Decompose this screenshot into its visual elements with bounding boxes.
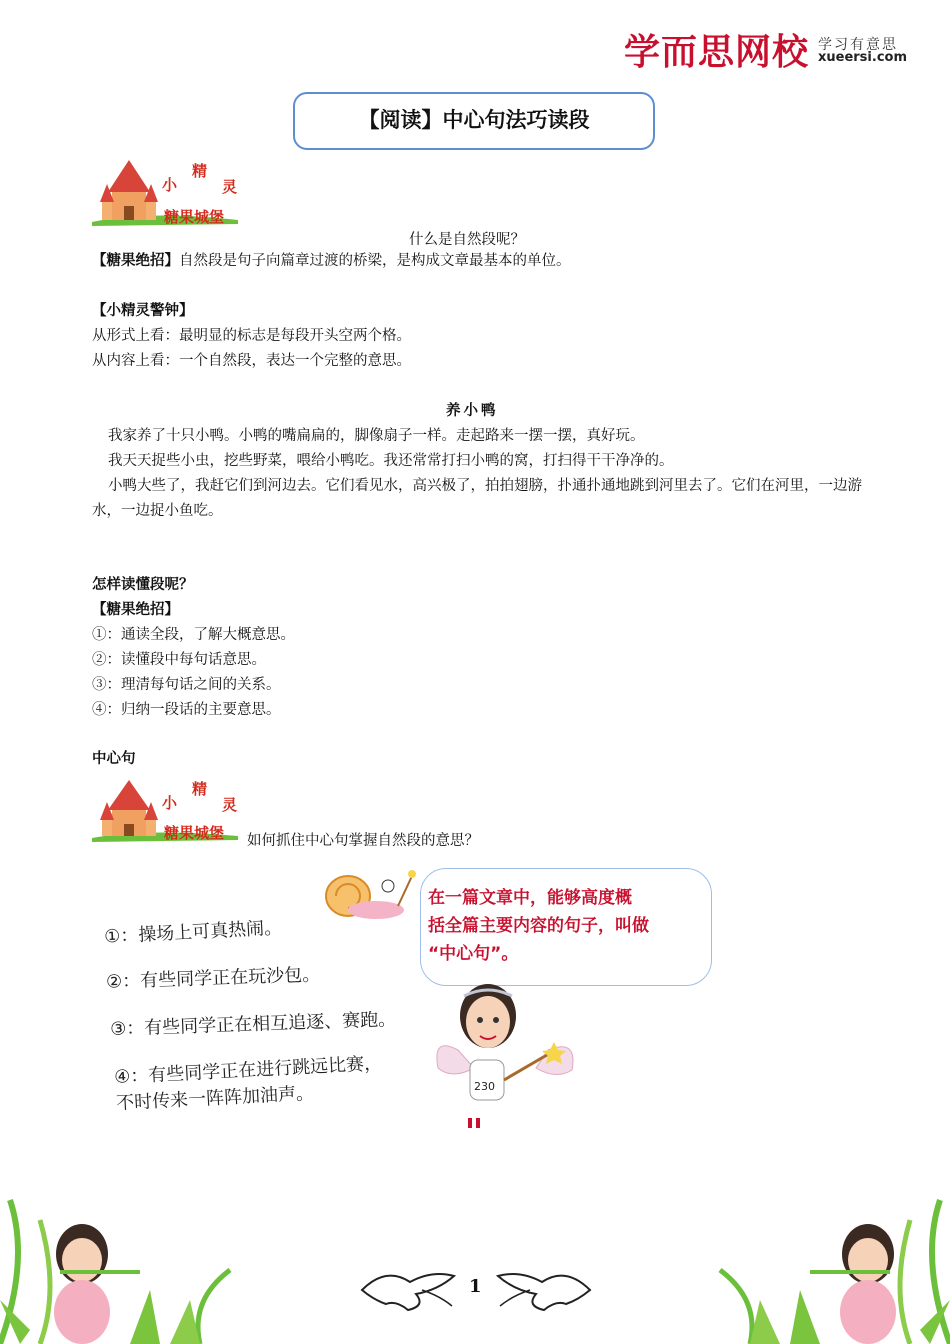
fairy-girl-illustration — [428, 976, 584, 1132]
sprite-castle-label: 糖果城堡 — [164, 824, 225, 842]
warning-form: 从形式上看：最明显的标志是每段开头空两个格。 — [92, 328, 411, 344]
step-item: ③：理清每句话之间的关系。 — [92, 677, 281, 693]
snail-icon — [314, 866, 420, 930]
warning-content: 从内容上看：一个自然段，表达一个完整的意思。 — [92, 353, 411, 369]
section2-tip-label: 【糖果绝招】 — [92, 602, 179, 618]
definition-line: 在一篇文章中，能够高度概 — [428, 888, 632, 908]
sprite-char-ling: 灵 — [222, 178, 238, 196]
left-flower-decoration — [0, 1180, 260, 1344]
story-paragraph-3: 小鸭大些了，我赶它们到河边去。它们看见水，高兴极了，拍拍翅膀，扑通扑通地跳到河里去了。它们在河里，一边游水，一边捉小鱼吃。 — [92, 478, 862, 519]
tip-text: 自然段是句子向篇章过渡的桥梁，是构成文章最基本的单位。 — [179, 253, 571, 269]
step-item: ④：归纳一段话的主要意思。 — [92, 702, 281, 718]
definition-line: “中心句”。 — [428, 944, 519, 964]
step-item: ②：读懂段中每句话意思。 — [92, 652, 266, 668]
question-paragraph: 什么是自然段呢？ — [409, 232, 525, 248]
brand-slogan: 学习有意思 — [818, 37, 898, 53]
section3-question: 如何抓住中心句掌握自然段的意思？ — [247, 833, 479, 849]
shirt-number: 230 — [474, 1080, 495, 1093]
definition-line: 括全篇主要内容的句子，叫做 — [428, 916, 649, 936]
left-dove-icon — [356, 1260, 460, 1316]
story-title: 养小鸭 — [446, 403, 499, 419]
story-paragraph-2: 我天天捉些小虫，挖些野菜，喂给小鸭吃。我还常常打扫小鸭的窝，打扫得干干净净的。 — [108, 453, 674, 469]
figure-sentence-1: ①：操场上可真热闹。 — [103, 917, 283, 948]
sprite-char-small: 小 — [162, 176, 178, 194]
figure-sentence-4-cont: 不时传来一阵阵加油声。 — [115, 1082, 315, 1115]
figure-sentence-4: ④：有些同学正在进行跳远比赛， — [113, 1052, 383, 1089]
definition-bubble-text — [428, 884, 708, 968]
sprite-castle-label: 糖果城堡 — [164, 208, 225, 226]
sprite-char-small: 小 — [162, 794, 178, 812]
sprite-char-spirit: 精 — [192, 162, 208, 180]
tip-label: 【糖果绝招】 — [92, 253, 179, 269]
page-title: 【阅读】中心句法巧读段 — [358, 108, 590, 132]
section2-question: 怎样读懂段呢？ — [92, 577, 194, 593]
figure-sentence-3: ③：有些同学正在相互追逐、赛跑。 — [109, 1009, 397, 1040]
right-dove-icon — [492, 1260, 596, 1316]
candy-castle-badge — [88, 156, 248, 230]
brand-domain: xueersi.com — [818, 50, 908, 65]
sprite-char-spirit: 精 — [192, 780, 208, 798]
sprite-char-ling: 灵 — [222, 796, 238, 814]
brand-logo: 学而思网校 — [624, 32, 810, 73]
story-paragraph-1: 我家养了十只小鸭。小鸭的嘴扁扁的，脚像扇子一样。走起路来一摆一摆，真好玩。 — [108, 428, 645, 444]
right-flower-decoration — [690, 1180, 950, 1344]
warning-label: 【小精灵警钟】 — [92, 303, 194, 319]
step-item: ①：通读全段，了解大概意思。 — [92, 627, 295, 643]
figure-sentence-2: ②：有些同学正在玩沙包。 — [105, 964, 321, 993]
section3-heading: 中心句 — [92, 751, 136, 767]
candy-castle-badge — [88, 776, 248, 846]
page-number: 1 — [469, 1276, 482, 1297]
